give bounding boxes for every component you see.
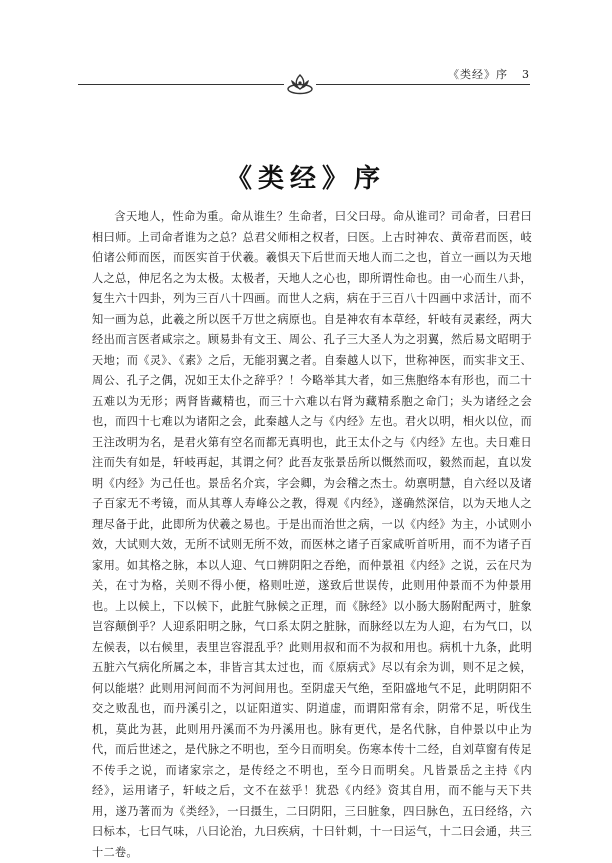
header-rule-right [316,84,530,85]
page-number: 3 [522,68,530,81]
chapter-title: 《类经》序 [225,164,386,194]
running-title: 《类经》序 [448,68,508,81]
lotus-emblem-icon [286,72,314,96]
preface-body [92,207,532,863]
header-rule-left [78,84,284,85]
running-header [430,66,530,82]
body-paragraph: 含天地人，性命为重。命从谁生？生命者，曰父曰母。命从谁司？司命者，曰君曰相曰师。上司命者谁为之总？总君父师相之权者，曰医。上古时神农、黄帝君而医，岐伯诸公师而医，而医实首于伏羲。羲惧天下后世而天地人而二之也，首立一画以为天地人之总，伸尼名之为太极。太极者，天地人之心也，即所谓性命也。由一心而生八卦，复生六十四卦，列为三百八十四画。而世人之病，病在于三百八十四画中求活计，而不知一画为总，此羲之所以医千万世之病原也。自是神农有本草经，轩岐有灵素经，两大经出而言医者咸宗之。顾易卦有文王、周公、孔子三大圣人为之羽翼，然后易文昭明于天地；而《灵》、《素》之后，无能羽翼之者。自秦越人以下，世称神医，而实非文王、周公、孔子之偶，况如王太仆之辞乎？！今略举其大者，如三焦胞络本有形也，而二十五难以为无形；两肾皆藏精也，而三十六难以右肾为藏精系胞之命门；头为诸经之会也，而四十七难以为诸阳之会，此秦越人之与《内经》左也。君火以明，相火以位，而王注改明为名，是君火第有空名而都无真明也，此王太仆之与《内经》左也。夫日难日注而失有如是，轩岐再起，其谓之何？此吾友张景岳所以慨然而叹，毅然而起，直以发明《内经》为己任也。景岳名介宾，字会卿，为会稽之杰士。幼禀明慧，自六经以及诸子百家无不考镜，而从其尊人寿峰公之教，得观《内经》，遂确然深信，以为天地人之理尽备于此，此即所为伏羲之易也。于是出而治世之病，一以《内经》为主，小试则小效，大试则大效，无所不试则无所不效，而医林之诸子百家咸听首听用，而不为诸子百家用。如其格之脉，本以人迎、气口辨阴阳之吞绝，而仲景祖《内经》之说，云在尺为关，在寸为格，关则不得小便，格则吐逆，遂致后世误传，此则用仲景而不为仲景用也。上以候上，下以候下，此脏气脉候之正理，而《脉经》以小肠大肠附配两寸，脏象岂容颠倒乎？人迎系阳明之脉，气口系太阴之脏脉，而脉经以左为人迎，右为气口，以左候表，以右候里，表里岂容混乱乎？此则用叔和而不为叔和用也。病机十九条，此明五脏六气病化所属之本，非皆言其太过也，而《原病式》尽以有余为训，则不足之候，何以能堪？此则用河间而不为河间用也。至阴虚天气绝，至阳盛地气不足，此明阴阳不交之败乱也，而丹溪引之，以证阳道实、阴道虚，而谓阳常有余，阴常不足，听伐生机，莫此为甚，此则用丹溪而不为丹溪用也。脉有更代，是名代脉，自仲景以中止为代，而后世述之，是代脉之不明也，至今日而明矣。伤寒本传十二经，自刘草窗有传足不传手之说，而诸家宗之，是传经之不明也，至今日而明矣。凡皆景岳之主持《内经》，运用诸子，轩岐之后，文不在兹乎！犹恐《内经》资其自用，而不能与天下共用，遂乃著而为《类经》，一曰摄生，二曰阴阳，三曰脏象，四曰脉色，五曰经络，六曰标本，七曰气味，八曰论治，九曰疾病，十曰针刺，十一曰运气，十二曰会通，共三十二卷。 [92,210,532,859]
